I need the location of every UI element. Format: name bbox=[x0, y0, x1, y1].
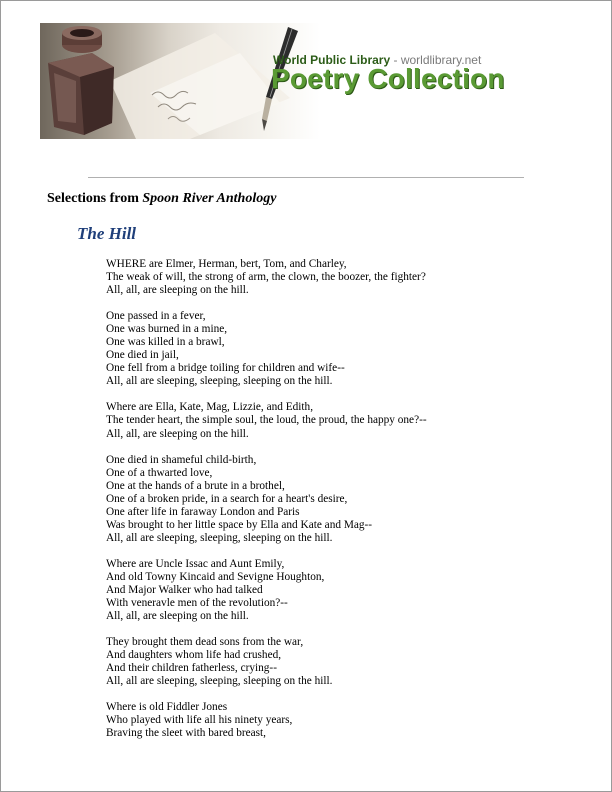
poem-line: Where are Uncle Issac and Aunt Emily, bbox=[106, 557, 285, 570]
poem-line: Who played with life all his ninety years, bbox=[106, 714, 293, 727]
selection-heading bbox=[47, 191, 276, 207]
poem-line: And daughters whom life had crushed, bbox=[106, 649, 282, 662]
poem-line: One fell from a bridge toiling for children and wife-- bbox=[106, 362, 345, 375]
poem-line: One was burned in a mine, bbox=[106, 323, 228, 336]
poem-body bbox=[106, 258, 586, 753]
poem-line: All, all are sleeping, sleeping, sleeping on the hill. bbox=[106, 675, 333, 688]
library-name: World Public Library bbox=[273, 53, 391, 67]
poem-line: One died in jail, bbox=[106, 349, 179, 362]
poem-line: One died in shameful child-birth, bbox=[106, 453, 257, 466]
poem-line: The weak of will, the strong of arm, the clown, the boozer, the fighter? bbox=[106, 271, 426, 284]
poem-line: All, all are sleeping, sleeping, sleeping on the hill. bbox=[106, 375, 333, 388]
poem-line: One after life in faraway London and Paris bbox=[106, 505, 300, 518]
library-url: worldlibrary.net bbox=[400, 53, 482, 67]
stanza bbox=[106, 310, 586, 388]
poem-line: All, all are sleeping, sleeping, sleeping on the hill. bbox=[106, 531, 333, 544]
horizontal-divider bbox=[88, 177, 524, 178]
poem-line: All, all, are sleeping on the hill. bbox=[106, 284, 249, 297]
poem-line: And Major Walker who had talked bbox=[106, 583, 263, 596]
collection-title: Poetry Collection bbox=[271, 63, 505, 94]
poem-line: And their children fatherless, crying-- bbox=[106, 662, 277, 675]
stanza bbox=[106, 701, 586, 740]
poem-line: One of a thwarted love, bbox=[106, 466, 213, 479]
poem-line: WHERE are Elmer, Herman, bert, Tom, and Charley, bbox=[106, 258, 347, 270]
poem-line: Where are Ella, Kate, Mag, Lizzie, and Edith, bbox=[106, 401, 314, 414]
poem-line: Was brought to her little space by Ella and Kate and Mag-- bbox=[106, 518, 373, 531]
stanza bbox=[106, 401, 586, 440]
poem-line: Braving the sleet with bared breast, bbox=[106, 727, 266, 740]
inkwell-pen-illustration bbox=[40, 23, 300, 139]
poem-line: All, all, are sleeping on the hill. bbox=[106, 427, 249, 440]
stanza bbox=[106, 258, 586, 297]
poem-line: One at the hands of a brute in a brothel, bbox=[106, 479, 285, 492]
poem-line: And old Towny Kincaid and Sevigne Houghton, bbox=[106, 570, 325, 583]
poem-line: All, all, are sleeping on the hill. bbox=[106, 610, 249, 623]
heading-prefix: Selections from bbox=[47, 191, 143, 206]
poem-line: They brought them dead sons from the war, bbox=[106, 636, 304, 649]
stanza bbox=[106, 454, 586, 545]
poem-line: With veneravle men of the revolution?-- bbox=[106, 597, 288, 610]
poem-line: One passed in a fever, bbox=[106, 310, 206, 323]
poem-line: One of a broken pride, in a search for a heart's desire, bbox=[106, 492, 348, 505]
stanza bbox=[106, 636, 586, 688]
poem-title: The Hill bbox=[77, 224, 137, 243]
stanza bbox=[106, 558, 586, 623]
book-title: Spoon River Anthology bbox=[142, 191, 277, 206]
poem-line: One was killed in a brawl, bbox=[106, 336, 225, 349]
poetry-collection-banner bbox=[40, 23, 540, 139]
library-separator: - bbox=[390, 53, 401, 67]
poem-line: The tender heart, the simple soul, the loud, the proud, the happy one?-- bbox=[106, 414, 427, 427]
poem-line: Where is old Fiddler Jones bbox=[106, 701, 228, 714]
